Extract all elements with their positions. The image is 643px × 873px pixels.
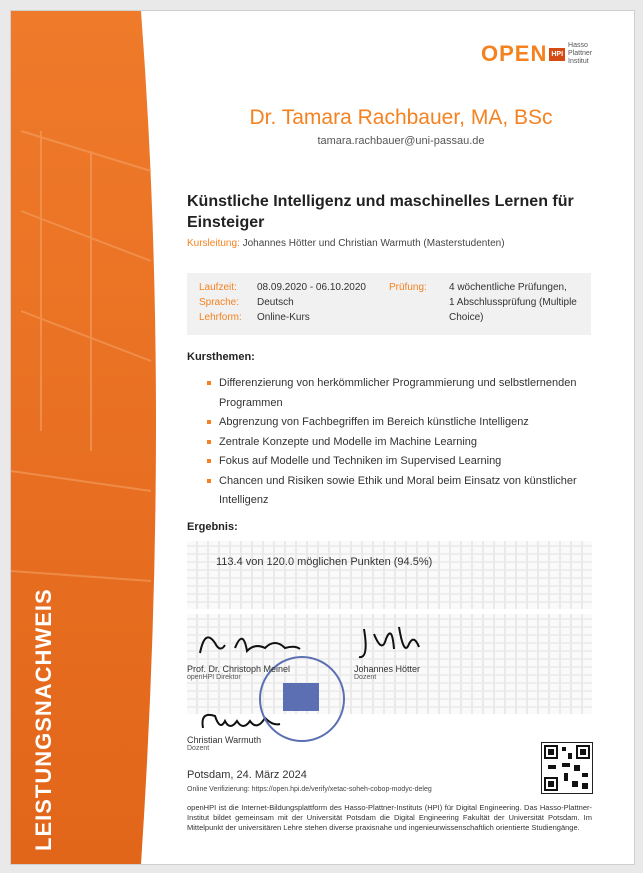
logo-hpi: HPI: [549, 48, 565, 61]
qr-code-icon: [541, 742, 593, 794]
lehrform-label: Lehrform:: [199, 312, 242, 323]
signer-name: Johannes Hötter: [354, 664, 421, 674]
side-banner: [11, 11, 156, 864]
signer-role: Dozent: [354, 674, 377, 681]
topics-list: [207, 374, 607, 511]
result-value: 113.4 von 120.0 möglichen Punkten (94.5%): [216, 556, 433, 568]
lehrform-value: Online-Kurs: [257, 312, 310, 323]
laufzeit-label: Laufzeit:: [199, 282, 237, 293]
pruefung-line-1: 4 wöchentliche Prüfungen,: [449, 282, 567, 293]
signature-block-hoetter: [354, 664, 420, 681]
signer-name: Christian Warmuth: [187, 735, 262, 745]
course-leitung: [187, 238, 505, 249]
topic-item: Zentrale Konzepte und Modelle im Machine Learning: [207, 433, 607, 453]
certificate: [10, 10, 635, 865]
laufzeit-value: 08.09.2020 - 06.10.2020: [257, 282, 366, 293]
topic-item: Chancen und Risiken sowie Ethik und Moral beim Einsatz von künstlicher Intelligenz: [207, 472, 607, 511]
signature-hoetter: [354, 619, 424, 664]
topic-item: Abgrenzung von Fachbegriffen im Bereich künstliche Intelligenz: [207, 413, 607, 433]
topic-item: Fokus auf Modelle und Techniken im Supervised Learning: [207, 452, 607, 472]
pruefung-line-3: Choice): [449, 312, 484, 323]
leitung-value: Johannes Hötter und Christian Warmuth (Masterstudenten): [242, 238, 505, 249]
security-pattern: [187, 541, 592, 609]
signature-block-warmuth: [187, 735, 261, 752]
stamp-logo-icon: [283, 683, 319, 711]
logo-open: OPEN: [481, 41, 548, 66]
side-label: LEISTUNGSNACHWEIS: [31, 588, 56, 851]
verification-link[interactable]: Online Verifizierung: https://open.hpi.de/verify/xetac-soheh-cobop-modyc-deleg: [187, 786, 432, 793]
signer-role: Dozent: [187, 745, 210, 752]
result-heading: Ergebnis:: [187, 521, 238, 533]
pruefung-label: Prüfung:: [389, 282, 427, 293]
signature-block-meinel: [187, 664, 290, 681]
course-details: [187, 273, 591, 335]
pruefung-line-2: 1 Abschlussprüfung (Multiple: [449, 297, 577, 308]
recipient-email: tamara.rachbauer@uni-passau.de: [317, 135, 485, 147]
footer-text: openHPI ist die Internet-Bildungsplattform des Hasso-Plattner-Instituts (HPI) für Digital Engineering. Das Hasso-Plattner-Institut bildet gemeinsam mit der Universität Potsdam die Digital Engineering Fakultät der Universität Potsdam. Im Mittelpunkt der universitären Lehre stehen diverse praxisnahe und ingenieurwissenschaftlich orientierte Studiengänge.: [187, 803, 592, 832]
openhpi-logo: [481, 41, 608, 67]
topics-heading: Kursthemen:: [187, 351, 255, 363]
sprache-value: Deutsch: [257, 297, 294, 308]
signer-name: Prof. Dr. Christoph Meinel: [187, 664, 291, 674]
logo-institute: Hasso Plattner Institut: [568, 42, 593, 65]
course-title: Künstliche Intelligenz und maschinelles Lernen für Einsteiger: [187, 193, 574, 231]
recipient-name: Dr. Tamara Rachbauer, MA, BSc: [249, 106, 553, 129]
signer-role: openHPI Direktor: [187, 674, 241, 681]
issue-date: Potsdam, 24. März 2024: [187, 769, 307, 781]
leitung-label: Kursleitung:: [187, 238, 240, 249]
sprache-label: Sprache:: [199, 297, 240, 308]
topic-item: Differenzierung von herkömmlicher Programmierung und selbstlernenden Programmen: [207, 374, 607, 413]
